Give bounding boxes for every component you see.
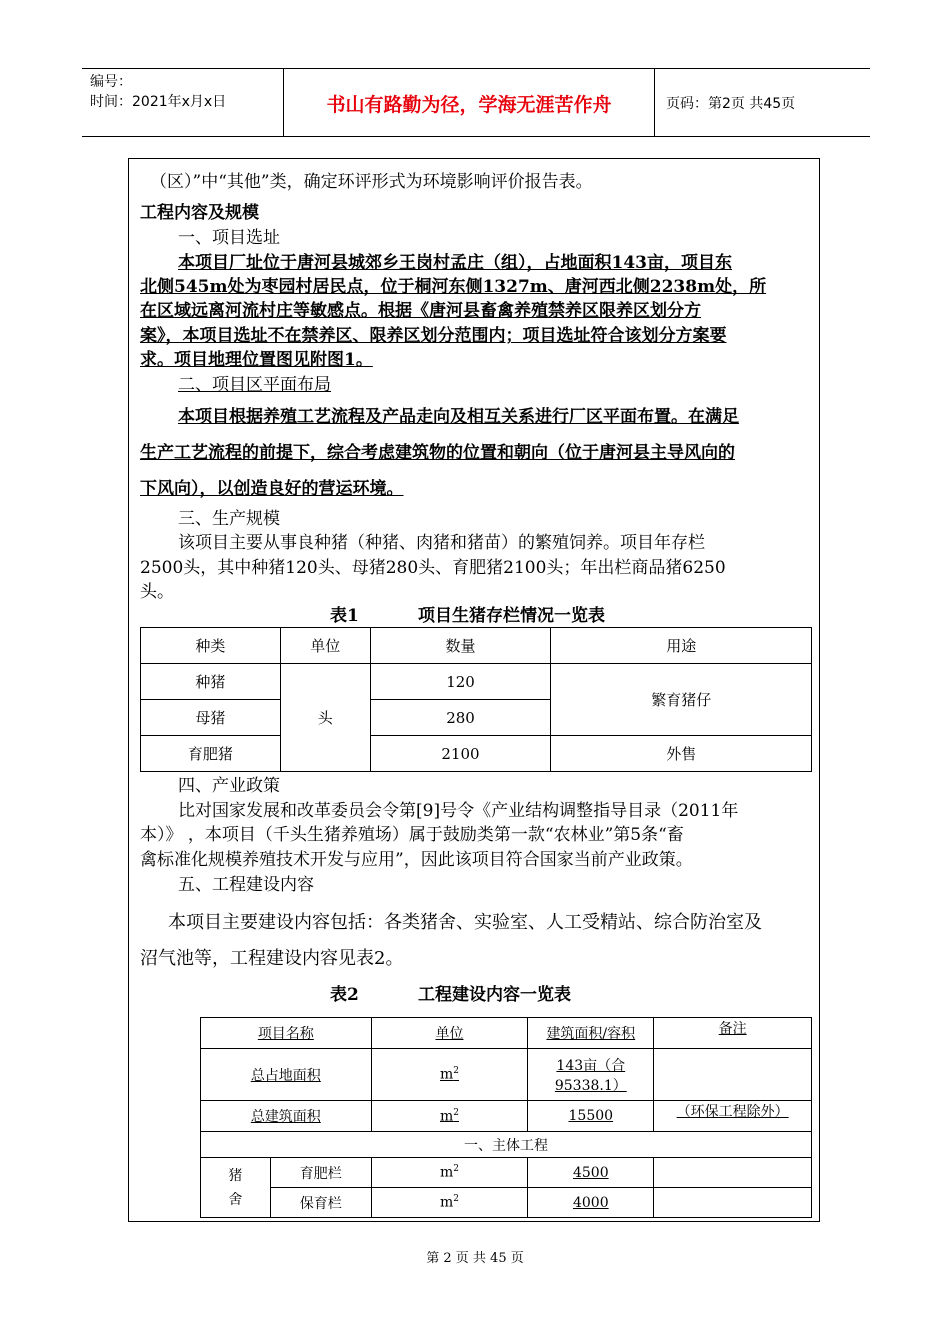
- header-divider: [654, 68, 655, 136]
- site-line: 本项目厂址位于唐河县城郊乡王岗村孟庄（组），占地面积143亩，项目东: [178, 253, 732, 273]
- table-cell: 4000: [528, 1188, 654, 1218]
- table-row: [201, 1158, 812, 1188]
- heading-policy: 四、产业政策: [178, 776, 280, 796]
- scale-line: 2500头，其中种猪120头、母猪280头、育肥猪2100头；年出栏商品猪6250: [140, 558, 726, 578]
- header-top-rule: [82, 68, 870, 69]
- heading-production-scale: 三、生产规模: [178, 509, 280, 529]
- table-row: [201, 1101, 812, 1132]
- table-cell: 保育栏: [270, 1188, 371, 1218]
- heading-layout: 二、项目区平面布局: [178, 375, 331, 395]
- table-header-cell: 单位: [371, 1018, 528, 1049]
- table-row: [141, 736, 812, 772]
- scale-line: 头。: [140, 582, 174, 602]
- serial-label: 编号：: [90, 74, 132, 90]
- unit-text: m: [439, 1164, 454, 1181]
- construction-line: 本项目主要建设内容包括：各类猪舍、实验室、人工受精站、综合防治室及: [168, 912, 762, 933]
- layout-line: 本项目根据养殖工艺流程及产品走向及相互关系进行厂区平面布置。在满足: [178, 407, 739, 427]
- table-construction: [200, 1017, 812, 1218]
- table-cell: [654, 1158, 812, 1188]
- table-cell: 总建筑面积: [201, 1101, 372, 1132]
- table-cell: 育肥猪: [141, 736, 281, 772]
- table-cell: 120: [370, 664, 551, 700]
- table-cell: 母猪: [141, 700, 281, 736]
- site-line: 在区域远离河流村庄等敏感点。根据《唐河县畜禽养殖禁养区限养区划分方: [140, 301, 701, 321]
- table-cell: 4500: [528, 1158, 654, 1188]
- table-header-cell: 单位: [280, 628, 370, 664]
- table-cell: 143亩（合95338.1）: [528, 1049, 654, 1101]
- table-cell-unit: 头: [280, 664, 370, 772]
- header-bottom-rule: [82, 136, 870, 137]
- paragraph-intro: （区）”中“其他”类，确定环评形式为环境影响评价报告表。: [150, 172, 593, 192]
- section-heading-scale: 工程内容及规模: [140, 203, 259, 223]
- table-cell: [654, 1188, 812, 1218]
- table-header-cell: 用途: [551, 628, 812, 664]
- table-cell-unit: [371, 1101, 528, 1132]
- table-cell-unit: [371, 1158, 528, 1188]
- header-page-number: 页码：第2页 共45页: [666, 96, 796, 112]
- table2-title: 表2 工程建设内容一览表: [330, 985, 572, 1005]
- table-section-title: 一、主体工程: [201, 1132, 812, 1158]
- heading-site: 一、项目选址: [178, 228, 280, 248]
- table-header-cell: 建筑面积/容积: [528, 1018, 654, 1049]
- policy-line: 本）》 ，本项目（千头生猪养殖场）属于鼓励类第一款“农林业”第5条“畜: [140, 825, 684, 845]
- table-cell-unit: [371, 1049, 528, 1101]
- table-cell: 种猪: [141, 664, 281, 700]
- table-cell: 育肥栏: [270, 1158, 371, 1188]
- unit-superscript: 2: [453, 1194, 459, 1205]
- table-cell: 280: [370, 700, 551, 736]
- table-header-cell: 备注: [654, 1018, 812, 1049]
- table-row: [141, 664, 812, 700]
- heading-construction: 五、工程建设内容: [178, 875, 314, 895]
- unit-text: m: [439, 1194, 454, 1211]
- table-header-cell: 种类: [141, 628, 281, 664]
- page-footer: 第 2 页 共 45 页: [426, 1251, 524, 1266]
- construction-line: 沼气池等，工程建设内容见表2。: [140, 948, 404, 969]
- table-section-row: [201, 1132, 812, 1158]
- policy-line: 比对国家发展和改革委员会令第[9]号令《产业结构调整指导目录（2011年: [178, 801, 739, 821]
- date-label: 时间：2021年x月x日: [90, 94, 227, 110]
- table-header-row: [201, 1018, 812, 1049]
- table-header-row: [141, 628, 812, 664]
- scale-line: 该项目主要从事良种猪（种猪、肉猪和猪苗）的繁殖饲养。项目年存栏: [178, 533, 705, 553]
- unit-text: m: [439, 1108, 454, 1125]
- policy-line: 禽标准化规模养殖技术开发与应用”，因此该项目符合国家当前产业政策。: [140, 850, 693, 870]
- unit-superscript: 2: [453, 1107, 459, 1118]
- table-header-cell: 项目名称: [201, 1018, 372, 1049]
- table-cell: 15500: [528, 1101, 654, 1132]
- group-label: 猪舍: [228, 1167, 243, 1208]
- table-pig-stock: [140, 627, 812, 772]
- table-cell-use: 外售: [551, 736, 812, 772]
- table-row: [201, 1188, 812, 1218]
- table-cell-use: 繁育猪仔: [551, 664, 812, 736]
- table-header-cell: 数量: [370, 628, 551, 664]
- unit-superscript: 2: [453, 1164, 459, 1175]
- table-cell-unit: [371, 1188, 528, 1218]
- site-line: 求。项目地理位置图见附图1。: [140, 350, 373, 370]
- header-motto: 书山有路勤为径，学海无涯苦作舟: [326, 94, 612, 116]
- table1-title: 表1 项目生猪存栏情况一览表: [330, 606, 606, 626]
- layout-line: 生产工艺流程的前提下，综合考虑建筑物的位置和朝向（位于唐河县主导风向的: [140, 443, 735, 463]
- table-cell: 2100: [370, 736, 551, 772]
- table-cell-note: （环保工程除外）: [654, 1101, 812, 1132]
- table-cell: [654, 1049, 812, 1101]
- site-line: 北侧545m处为枣园村居民点，位于桐河东侧1327m、唐河西北侧2238m处，所: [140, 277, 767, 297]
- unit-text: m: [439, 1066, 454, 1083]
- site-line: 案》，本项目选址不在禁养区、限养区划分范围内；项目选址符合该划分方案要: [140, 326, 727, 346]
- table-row: [201, 1049, 812, 1101]
- layout-line: 下风向），以创造良好的营运环境。: [140, 479, 404, 499]
- header-meta: [90, 72, 226, 112]
- unit-superscript: 2: [453, 1066, 459, 1077]
- table-cell: 总占地面积: [201, 1049, 372, 1101]
- table-group-cell: [201, 1158, 271, 1218]
